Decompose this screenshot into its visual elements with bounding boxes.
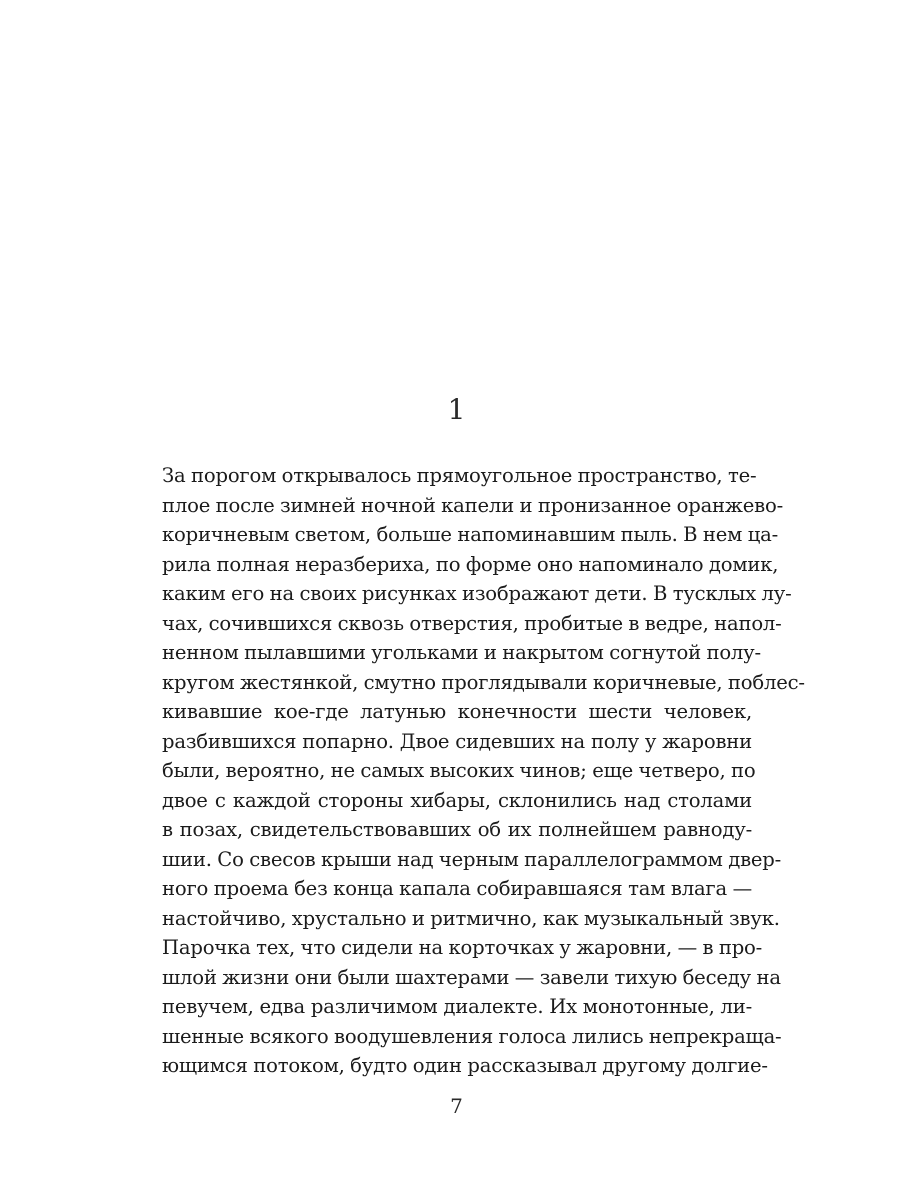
text-line: ющимся потоком, будто один рассказывал другому долгие- (162, 1054, 768, 1077)
text-line: ного проема без конца капала собиравшаяся там влага — (162, 877, 752, 900)
text-line: чах, сочившихся сквозь отверстия, пробитые в ведре, напол- (162, 611, 782, 635)
text-line: За порогом открывалось прямоугольное пространство, те- (162, 464, 757, 487)
text-line: шенные всякого воодушевления голоса лились непрекраща- (162, 1024, 782, 1048)
text-line: разбившихся попарно. Двое сидевших на полу у жаровни (162, 729, 752, 753)
text-line: коричневым светом, больше напоминавшим пыль. В нем ца- (162, 523, 779, 546)
text-line: в позах, свидетельствовавших об их полнейшем равноду- (162, 818, 752, 841)
page-number: 7 (450, 1094, 463, 1118)
text-line: ненном пылавшими угольками и накрытом согнутой полу- (162, 641, 761, 664)
text-line: шлой жизни они были шахтерами — завели тихую беседу на (162, 965, 781, 989)
text-line: были, вероятно, не самых высоких чинов; еще четверо, по (162, 759, 756, 782)
text-line: кругом жестянкой, смутно проглядывали коричневые, поблес- (162, 670, 805, 694)
text-line: каким его на своих рисунках изображают дети. В тусклых лу- (162, 582, 792, 605)
text-line: настойчиво, хрустально и ритмично, как музыкальный звук. (162, 906, 780, 930)
text-line: Парочка тех, что сидели на корточках у жаровни, — в про- (162, 936, 763, 959)
body-text (162, 461, 805, 1081)
text-line: рила полная неразбериха, по форме оно напоминало домик, (162, 552, 779, 576)
text-line: плое после зимней ночной капели и пронизанное оранжево- (162, 493, 783, 517)
chapter-number: 1 (447, 393, 466, 426)
text-line: кивавшие кое-где латунью конечности шести человек, (162, 700, 752, 723)
text-line: шии. Со свесов крыши над черным параллелограммом двер- (162, 847, 782, 871)
text-line: двое с каждой стороны хибары, склонились над столами (162, 788, 752, 812)
text-line: певучем, едва различимом диалекте. Их монотонные, ли- (162, 995, 752, 1018)
